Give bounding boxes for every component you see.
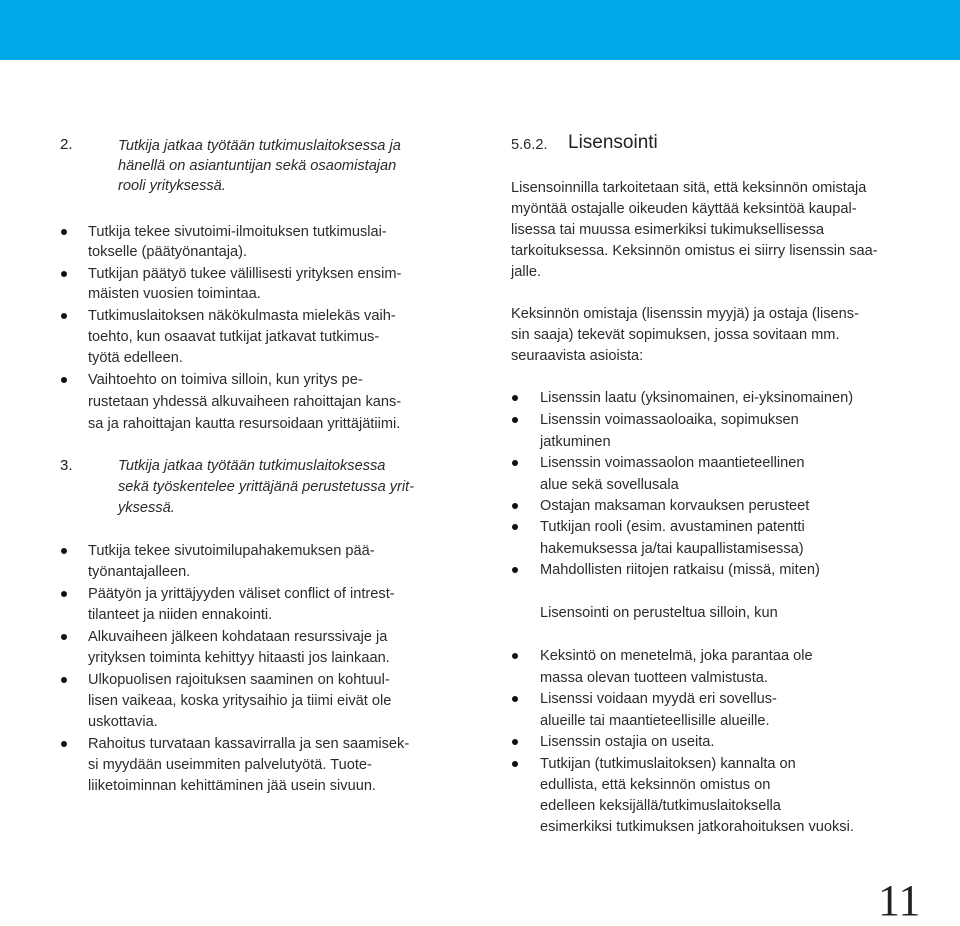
heading-line: sekä työskentelee yrittäjänä perustetussa yrit- (118, 479, 415, 495)
bullet-icon (61, 548, 67, 554)
list-item-text: Tutkimuslaitoksen näkökulmasta mielekäs vaih- (88, 308, 396, 324)
list-item-text: toehto, kun osaavat tutkijat jatkavat tutkimus- (88, 329, 380, 345)
list-item-text: Alkuvaiheen jälkeen kohdataan resurssivaje ja (88, 629, 388, 645)
list-item-text: Lisenssin laatu (yksinomainen, ei-yksinomainen) (540, 390, 854, 406)
list-item-text: työtä edelleen. (88, 350, 183, 366)
paragraph-3: Lisensointi on perusteltua silloin, kun (540, 605, 778, 621)
bullet-icon (512, 417, 518, 423)
list-item-text: Lisenssin voimassaoloaika, sopimuksen (540, 412, 799, 428)
bullet-icon (512, 653, 518, 659)
list-item-text: Tutkija tekee sivutoimi-ilmoituksen tutkimuslai- (88, 224, 387, 240)
paragraph-line: tarkoituksessa. Keksinnön omistus ei siirry lisenssin saa- (511, 243, 878, 259)
bullet-icon (512, 524, 518, 530)
list-item-text: Ulkopuolisen rajoituksen saaminen on kohtuul- (88, 672, 390, 688)
list-item-text: Tutkijan päätyö tukee välillisesti yrityksen ensim- (88, 266, 402, 282)
list-item-text: liiketoiminnan kehittäminen jää usein sivuun. (88, 778, 376, 794)
bullet-icon (512, 567, 518, 573)
list-item-text: si myydään useimmiten palvelutyötä. Tuote- (88, 757, 372, 773)
list-item-text: Tutkijan rooli (esim. avustaminen patentti (540, 519, 805, 535)
list-item-text: Keksintö on menetelmä, joka parantaa ole (540, 648, 813, 664)
heading-line: yksessä. (118, 500, 175, 516)
list-item-text: Lisenssin ostajia on useita. (540, 734, 715, 750)
paragraph-line: Keksinnön omistaja (lisenssin myyjä) ja ostaja (lisens- (511, 306, 859, 322)
section-title: Lisensointi (568, 132, 658, 153)
list-item-text: Mahdollisten riitojen ratkaisu (missä, miten) (540, 562, 820, 578)
heading-line: rooli yrityksessä. (118, 178, 226, 194)
list-item-text: jatkuminen (540, 434, 611, 450)
bullet-icon (61, 634, 67, 640)
list-item-text: Tutkijan (tutkimuslaitoksen) kannalta on (540, 756, 796, 772)
bullet-icon (61, 677, 67, 683)
page-number: 11 (878, 876, 921, 925)
list-item-text: uskottavia. (88, 714, 158, 730)
list-item-text: Ostajan maksaman korvauksen perusteet (540, 498, 810, 514)
heading-line: hänellä on asiantuntijan sekä osaomistajan (118, 158, 397, 174)
list-item-text: mäisten vuosien toimintaa. (88, 286, 261, 302)
bullet-icon (61, 313, 67, 319)
list-item-text: alue sekä sovellusala (540, 477, 679, 493)
list-item-text: Lisenssi voidaan myydä eri sovellus- (540, 691, 777, 707)
bullet-icon (512, 761, 518, 767)
list-item-text: tilanteet ja niiden ennakointi. (88, 607, 273, 623)
heading-line: Tutkija jatkaa työtään tutkimuslaitoksessa ja (118, 138, 401, 154)
bullet-icon (512, 460, 518, 466)
list-item-text: alueille tai maantieteellisille alueille. (540, 713, 770, 729)
paragraph-line: sin saaja) tekevät sopimuksen, jossa sovitaan mm. (511, 327, 840, 343)
bullet-icon (512, 395, 518, 401)
list-item-text: yrityksen toiminta kehittyy hitaasti jos lainkaan. (88, 650, 390, 666)
list-item-text: tokselle (päätyönantaja). (88, 244, 248, 260)
list-item-text: massa olevan tuotteen valmistusta. (540, 670, 768, 686)
paragraph-line: seuraavista asioista: (511, 348, 644, 364)
list-item-text: Lisenssin voimassaolon maantieteellinen (540, 455, 805, 471)
bullet-icon (512, 696, 518, 702)
bullet-icon (61, 271, 67, 277)
list-item-text: edullista, että keksinnön omistus on (540, 777, 771, 793)
top-color-bar (0, 0, 960, 60)
list-item-text: lisen vaikeaa, koska yritysaihio ja tiimi eivät ole (88, 693, 392, 709)
list-item-text: työnantajalleen. (88, 564, 191, 580)
list-item-text: edelleen keksijällä/tutkimuslaitoksella (540, 798, 781, 814)
list-item-text: rustetaan yhdessä alkuvaiheen rahoittajan kans- (88, 394, 402, 410)
list-item-text: Rahoitus turvataan kassavirralla ja sen saamisek- (88, 736, 410, 752)
section-number: 5.6.2. (511, 137, 548, 153)
list-item-text: sa ja rahoittajan kautta resursoidaan yrittäjätiimi. (88, 416, 401, 432)
section-3-number: 3. (60, 457, 73, 474)
paragraph-line: jalle. (511, 264, 542, 280)
heading-line: Tutkija jatkaa työtään tutkimuslaitoksessa (118, 458, 386, 474)
bullet-icon (512, 503, 518, 509)
list-item-text: Vaihtoehto on toimiva silloin, kun yritys pe- (88, 372, 363, 388)
paragraph-line: lisessa tai muussa esimerkiksi tukimuksellisessa (511, 222, 825, 238)
bullet-icon (61, 229, 67, 235)
paragraph-line: myöntää ostajalle oikeuden käyttää keksintöä kaupal- (511, 201, 857, 217)
list-item-text: Tutkija tekee sivutoimilupahakemuksen pää- (88, 543, 375, 559)
bullet-icon (61, 377, 67, 383)
bullet-icon (512, 739, 518, 745)
paragraph-line: Lisensoinnilla tarkoitetaan sitä, että keksinnön omistaja (511, 180, 867, 196)
list-item-text: Päätyön ja yrittäjyyden väliset conflict of intrest- (88, 586, 395, 602)
list-item-text: hakemuksessa ja/tai kaupallistamisessa) (540, 541, 804, 557)
bullet-icon (61, 591, 67, 597)
bullet-icon (61, 741, 67, 747)
section-2-number: 2. (60, 136, 73, 153)
list-item-text: esimerkiksi tutkimuksen jatkorahoituksen vuoksi. (540, 819, 854, 835)
